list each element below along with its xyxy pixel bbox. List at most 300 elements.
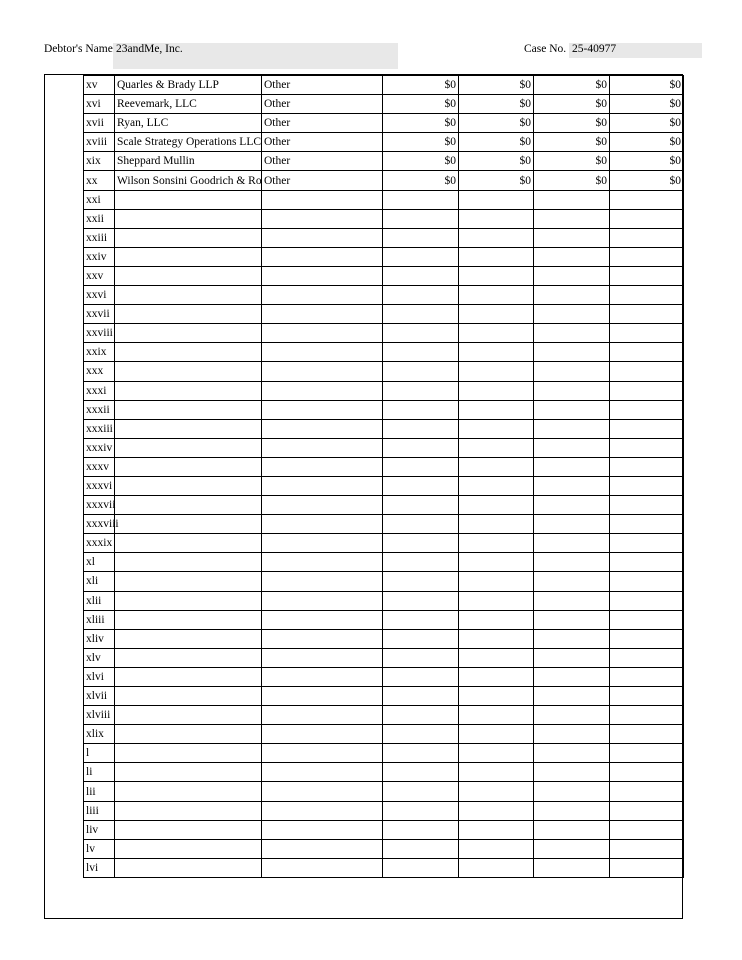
row-number-cell: lvi (84, 858, 115, 877)
role-cell[interactable] (262, 648, 383, 667)
professional-name-cell[interactable] (115, 228, 262, 247)
amount-cell[interactable] (534, 476, 610, 495)
debtor-name-field[interactable]: 23andMe, Inc. (113, 43, 398, 69)
amount-cell[interactable]: $0 (383, 171, 459, 190)
professional-name-cell[interactable] (115, 553, 262, 572)
professional-name-cell[interactable] (115, 266, 262, 285)
amount-cell[interactable] (534, 190, 610, 209)
row-number-cell: xxxiii (84, 419, 115, 438)
row-number-cell: xlix (84, 725, 115, 744)
professional-name-cell[interactable] (115, 858, 262, 877)
amount-cell[interactable] (610, 515, 684, 534)
amount-cell[interactable] (610, 209, 684, 228)
amount-cell[interactable] (534, 266, 610, 285)
amount-cell[interactable] (459, 610, 534, 629)
amount-cell[interactable] (459, 247, 534, 266)
role-cell[interactable] (262, 515, 383, 534)
role-cell[interactable] (262, 839, 383, 858)
amount-cell[interactable] (459, 324, 534, 343)
amount-cell[interactable] (383, 629, 459, 648)
professional-name-cell[interactable] (115, 839, 262, 858)
amount-cell[interactable] (534, 725, 610, 744)
amount-cell[interactable] (534, 610, 610, 629)
role-cell[interactable] (262, 687, 383, 706)
amount-cell[interactable] (610, 572, 684, 591)
amount-cell[interactable]: $0 (610, 114, 684, 133)
amount-cell[interactable] (610, 706, 684, 725)
table-row (84, 725, 684, 744)
amount-cell[interactable]: $0 (534, 114, 610, 133)
table-row (84, 629, 684, 648)
amount-cell[interactable] (459, 343, 534, 362)
amount-cell[interactable] (459, 190, 534, 209)
role-cell[interactable] (262, 553, 383, 572)
amount-cell[interactable] (610, 457, 684, 476)
amount-cell[interactable] (459, 209, 534, 228)
amount-cell[interactable]: $0 (610, 171, 684, 190)
amount-cell[interactable] (610, 629, 684, 648)
amount-cell[interactable] (383, 725, 459, 744)
amount-cell[interactable] (459, 362, 534, 381)
amount-cell[interactable] (534, 438, 610, 457)
role-cell[interactable] (262, 190, 383, 209)
amount-cell[interactable] (459, 419, 534, 438)
amount-cell[interactable] (383, 744, 459, 763)
role-cell[interactable] (262, 534, 383, 553)
amount-cell[interactable]: $0 (534, 95, 610, 114)
amount-cell[interactable]: $0 (383, 76, 459, 95)
amount-cell[interactable] (383, 610, 459, 629)
amount-cell[interactable] (610, 286, 684, 305)
amount-cell[interactable] (610, 610, 684, 629)
professional-name-cell[interactable] (115, 381, 262, 400)
row-number-cell: lii (84, 782, 115, 801)
amount-cell[interactable] (459, 591, 534, 610)
amount-cell[interactable] (459, 820, 534, 839)
amount-cell[interactable] (610, 247, 684, 266)
amount-cell[interactable] (610, 343, 684, 362)
row-number-cell: xviii (84, 133, 115, 152)
amount-cell[interactable] (534, 648, 610, 667)
row-number-cell: xxii (84, 209, 115, 228)
amount-cell[interactable] (459, 763, 534, 782)
professional-name-cell[interactable] (115, 820, 262, 839)
amount-cell[interactable] (383, 381, 459, 400)
role-cell[interactable] (262, 266, 383, 285)
amount-cell[interactable] (534, 667, 610, 686)
amount-cell[interactable] (534, 362, 610, 381)
amount-cell[interactable] (383, 496, 459, 515)
amount-cell[interactable] (534, 858, 610, 877)
role-cell[interactable]: Other (262, 76, 383, 95)
amount-cell[interactable] (534, 419, 610, 438)
amount-cell[interactable] (534, 687, 610, 706)
professional-name-cell[interactable] (115, 496, 262, 515)
amount-cell[interactable]: $0 (534, 152, 610, 171)
row-number-cell: xxxix (84, 534, 115, 553)
amount-cell[interactable] (610, 419, 684, 438)
amount-cell[interactable] (459, 839, 534, 858)
amount-cell[interactable] (383, 515, 459, 534)
table-row (84, 648, 684, 667)
role-cell[interactable] (262, 324, 383, 343)
row-number-cell: xl (84, 553, 115, 572)
amount-cell[interactable] (534, 400, 610, 419)
amount-cell[interactable] (383, 820, 459, 839)
amount-cell[interactable] (610, 687, 684, 706)
role-cell[interactable] (262, 362, 383, 381)
amount-cell[interactable] (610, 801, 684, 820)
professional-name-cell[interactable] (115, 457, 262, 476)
role-cell[interactable] (262, 706, 383, 725)
amount-cell[interactable] (383, 247, 459, 266)
row-number-cell: xxxvii (84, 496, 115, 515)
amount-cell[interactable] (459, 266, 534, 285)
table-row (84, 95, 684, 114)
role-cell[interactable] (262, 591, 383, 610)
amount-cell[interactable]: $0 (610, 95, 684, 114)
amount-cell[interactable] (534, 763, 610, 782)
table-row (84, 400, 684, 419)
role-cell[interactable] (262, 438, 383, 457)
amount-cell[interactable] (383, 266, 459, 285)
row-number-cell: xli (84, 572, 115, 591)
row-number-cell: xxiv (84, 247, 115, 266)
amount-cell[interactable] (383, 400, 459, 419)
amount-cell[interactable] (383, 476, 459, 495)
amount-cell[interactable] (383, 858, 459, 877)
case-number-field[interactable]: 25-40977 (569, 43, 702, 58)
role-cell[interactable] (262, 858, 383, 877)
amount-cell[interactable] (610, 820, 684, 839)
amount-cell[interactable] (610, 858, 684, 877)
amount-cell[interactable] (459, 228, 534, 247)
row-number-cell: xlv (84, 648, 115, 667)
professional-name-cell[interactable] (115, 610, 262, 629)
amount-cell[interactable] (610, 438, 684, 457)
amount-cell[interactable] (383, 667, 459, 686)
amount-cell[interactable] (383, 706, 459, 725)
table-row (84, 381, 684, 400)
amount-cell[interactable]: $0 (534, 171, 610, 190)
professional-name-cell[interactable] (115, 667, 262, 686)
amount-cell[interactable] (610, 782, 684, 801)
amount-cell[interactable] (610, 476, 684, 495)
amount-cell[interactable]: $0 (610, 133, 684, 152)
amount-cell[interactable]: $0 (534, 133, 610, 152)
amount-cell[interactable]: $0 (459, 152, 534, 171)
amount-cell[interactable] (459, 496, 534, 515)
row-number-cell: xlii (84, 591, 115, 610)
amount-cell[interactable] (610, 839, 684, 858)
amount-cell[interactable] (610, 496, 684, 515)
amount-cell[interactable] (383, 362, 459, 381)
amount-cell[interactable] (383, 419, 459, 438)
amount-cell[interactable] (610, 667, 684, 686)
amount-cell[interactable]: $0 (534, 76, 610, 95)
amount-cell[interactable] (610, 362, 684, 381)
role-cell[interactable] (262, 400, 383, 419)
professional-name-cell[interactable] (115, 763, 262, 782)
amount-cell[interactable] (383, 763, 459, 782)
role-cell[interactable] (262, 209, 383, 228)
amount-cell[interactable] (610, 648, 684, 667)
amount-cell[interactable] (383, 286, 459, 305)
role-cell[interactable] (262, 381, 383, 400)
professional-name-cell[interactable] (115, 744, 262, 763)
role-cell[interactable] (262, 744, 383, 763)
amount-cell[interactable] (534, 553, 610, 572)
amount-cell[interactable] (610, 553, 684, 572)
professional-name-cell[interactable] (115, 247, 262, 266)
amount-cell[interactable] (534, 496, 610, 515)
amount-cell[interactable] (383, 687, 459, 706)
amount-cell[interactable] (534, 209, 610, 228)
row-number-cell: xix (84, 152, 115, 171)
amount-cell[interactable] (459, 305, 534, 324)
role-cell[interactable] (262, 496, 383, 515)
professional-name-cell[interactable] (115, 324, 262, 343)
amount-cell[interactable] (383, 209, 459, 228)
professional-name-cell[interactable]: Quarles & Brady LLP (115, 76, 262, 95)
amount-cell[interactable] (383, 190, 459, 209)
table-row (84, 591, 684, 610)
amount-cell[interactable] (383, 839, 459, 858)
role-cell[interactable]: Other (262, 152, 383, 171)
amount-cell[interactable] (383, 572, 459, 591)
amount-cell[interactable]: $0 (610, 152, 684, 171)
amount-cell[interactable] (610, 400, 684, 419)
row-number-cell: liii (84, 801, 115, 820)
professional-name-cell[interactable] (115, 687, 262, 706)
role-cell[interactable] (262, 782, 383, 801)
table-row (84, 266, 684, 285)
amount-cell[interactable] (534, 515, 610, 534)
amount-cell[interactable] (459, 687, 534, 706)
role-cell[interactable] (262, 629, 383, 648)
amount-cell[interactable] (534, 457, 610, 476)
amount-cell[interactable] (459, 400, 534, 419)
professional-name-cell[interactable] (115, 801, 262, 820)
role-cell[interactable] (262, 247, 383, 266)
professional-name-cell[interactable] (115, 648, 262, 667)
amount-cell[interactable] (383, 438, 459, 457)
table-row (84, 324, 684, 343)
role-cell[interactable] (262, 343, 383, 362)
table-row (84, 572, 684, 591)
amount-cell[interactable] (459, 629, 534, 648)
amount-cell[interactable] (534, 801, 610, 820)
table-row (84, 782, 684, 801)
role-cell[interactable] (262, 801, 383, 820)
amount-cell[interactable] (610, 591, 684, 610)
amount-cell[interactable]: $0 (610, 76, 684, 95)
table-row (84, 419, 684, 438)
amount-cell[interactable] (383, 801, 459, 820)
amount-cell[interactable]: $0 (459, 133, 534, 152)
professional-name-cell[interactable] (115, 534, 262, 553)
amount-cell[interactable]: $0 (459, 76, 534, 95)
amount-cell[interactable] (383, 343, 459, 362)
professional-name-cell[interactable] (115, 706, 262, 725)
row-number-cell: xxv (84, 266, 115, 285)
professional-name-cell[interactable] (115, 515, 262, 534)
role-cell[interactable]: Other (262, 171, 383, 190)
role-cell[interactable]: Other (262, 133, 383, 152)
amount-cell[interactable] (459, 457, 534, 476)
amount-cell[interactable] (534, 381, 610, 400)
row-number-cell: xxx (84, 362, 115, 381)
professional-name-cell[interactable] (115, 572, 262, 591)
row-number-cell: xxviii (84, 324, 115, 343)
table-row (84, 820, 684, 839)
amount-cell[interactable] (459, 858, 534, 877)
table-row (84, 190, 684, 209)
amount-cell[interactable] (383, 534, 459, 553)
professional-name-cell[interactable] (115, 419, 262, 438)
amount-cell[interactable] (383, 228, 459, 247)
amount-cell[interactable]: $0 (383, 114, 459, 133)
amount-cell[interactable] (534, 706, 610, 725)
amount-cell[interactable] (610, 381, 684, 400)
role-cell[interactable]: Other (262, 114, 383, 133)
amount-cell[interactable] (459, 725, 534, 744)
amount-cell[interactable]: $0 (383, 133, 459, 152)
amount-cell[interactable] (534, 534, 610, 553)
amount-cell[interactable] (610, 266, 684, 285)
professional-name-cell[interactable]: Reevemark, LLC (115, 95, 262, 114)
amount-cell[interactable] (459, 515, 534, 534)
amount-cell[interactable] (459, 553, 534, 572)
amount-cell[interactable] (610, 744, 684, 763)
role-cell[interactable] (262, 286, 383, 305)
professional-name-cell[interactable] (115, 591, 262, 610)
professional-name-cell[interactable] (115, 476, 262, 495)
row-number-cell: xlviii (84, 706, 115, 725)
table-row (84, 839, 684, 858)
amount-cell[interactable] (459, 572, 534, 591)
role-cell[interactable] (262, 228, 383, 247)
amount-cell[interactable] (383, 648, 459, 667)
amount-cell[interactable] (610, 190, 684, 209)
professional-name-cell[interactable] (115, 305, 262, 324)
professional-name-cell[interactable] (115, 343, 262, 362)
amount-cell[interactable]: $0 (383, 152, 459, 171)
professional-name-cell[interactable]: Scale Strategy Operations LLC (115, 133, 262, 152)
table-row (84, 687, 684, 706)
amount-cell[interactable] (534, 228, 610, 247)
amount-cell[interactable] (610, 763, 684, 782)
amount-cell[interactable] (459, 706, 534, 725)
amount-cell[interactable] (610, 725, 684, 744)
amount-cell[interactable] (383, 782, 459, 801)
amount-cell[interactable] (383, 553, 459, 572)
professional-name-cell[interactable]: Wilson Sonsini Goodrich & Ro (115, 171, 262, 190)
table-row (84, 553, 684, 572)
role-cell[interactable] (262, 610, 383, 629)
amount-cell[interactable] (459, 534, 534, 553)
professional-name-cell[interactable] (115, 362, 262, 381)
table-row (84, 667, 684, 686)
amount-cell[interactable] (534, 286, 610, 305)
table-row (84, 496, 684, 515)
professional-name-cell[interactable] (115, 190, 262, 209)
amount-cell[interactable] (459, 667, 534, 686)
professional-name-cell[interactable] (115, 286, 262, 305)
amount-cell[interactable] (459, 648, 534, 667)
amount-cell[interactable] (459, 438, 534, 457)
professional-name-cell[interactable]: Ryan, LLC (115, 114, 262, 133)
amount-cell[interactable] (534, 343, 610, 362)
row-number-cell: liv (84, 820, 115, 839)
professional-name-cell[interactable] (115, 438, 262, 457)
professional-name-cell[interactable] (115, 725, 262, 744)
amount-cell[interactable] (534, 629, 610, 648)
amount-cell[interactable] (534, 247, 610, 266)
amount-cell[interactable] (534, 324, 610, 343)
table-row (84, 209, 684, 228)
amount-cell[interactable] (534, 820, 610, 839)
role-cell[interactable] (262, 725, 383, 744)
row-number-cell: xliii (84, 610, 115, 629)
professional-name-cell[interactable]: Sheppard Mullin (115, 152, 262, 171)
amount-cell[interactable] (459, 381, 534, 400)
amount-cell[interactable] (534, 839, 610, 858)
amount-cell[interactable] (534, 782, 610, 801)
amount-cell[interactable] (610, 305, 684, 324)
amount-cell[interactable] (610, 324, 684, 343)
table-row (84, 476, 684, 495)
amount-cell[interactable] (534, 591, 610, 610)
amount-cell[interactable] (383, 305, 459, 324)
professional-name-cell[interactable] (115, 400, 262, 419)
amount-cell[interactable] (534, 305, 610, 324)
role-cell[interactable] (262, 457, 383, 476)
professional-name-cell[interactable] (115, 209, 262, 228)
amount-cell[interactable] (383, 591, 459, 610)
amount-cell[interactable] (383, 324, 459, 343)
amount-cell[interactable] (459, 782, 534, 801)
amount-cell[interactable] (459, 744, 534, 763)
role-cell[interactable] (262, 820, 383, 839)
amount-cell[interactable] (459, 801, 534, 820)
role-cell[interactable]: Other (262, 95, 383, 114)
amount-cell[interactable] (534, 572, 610, 591)
amount-cell[interactable]: $0 (459, 95, 534, 114)
role-cell[interactable] (262, 763, 383, 782)
role-cell[interactable] (262, 419, 383, 438)
amount-cell[interactable]: $0 (383, 95, 459, 114)
amount-cell[interactable] (459, 286, 534, 305)
table-row (84, 457, 684, 476)
role-cell[interactable] (262, 305, 383, 324)
row-number-cell: xxxi (84, 381, 115, 400)
amount-cell[interactable]: $0 (459, 114, 534, 133)
amount-cell[interactable] (610, 534, 684, 553)
row-number-cell: li (84, 763, 115, 782)
amount-cell[interactable] (459, 476, 534, 495)
role-cell[interactable] (262, 667, 383, 686)
professional-name-cell[interactable] (115, 629, 262, 648)
amount-cell[interactable] (610, 228, 684, 247)
amount-cell[interactable] (534, 744, 610, 763)
amount-cell[interactable] (383, 457, 459, 476)
amount-cell[interactable]: $0 (459, 171, 534, 190)
role-cell[interactable] (262, 572, 383, 591)
table-row (84, 343, 684, 362)
role-cell[interactable] (262, 476, 383, 495)
professional-name-cell[interactable] (115, 782, 262, 801)
